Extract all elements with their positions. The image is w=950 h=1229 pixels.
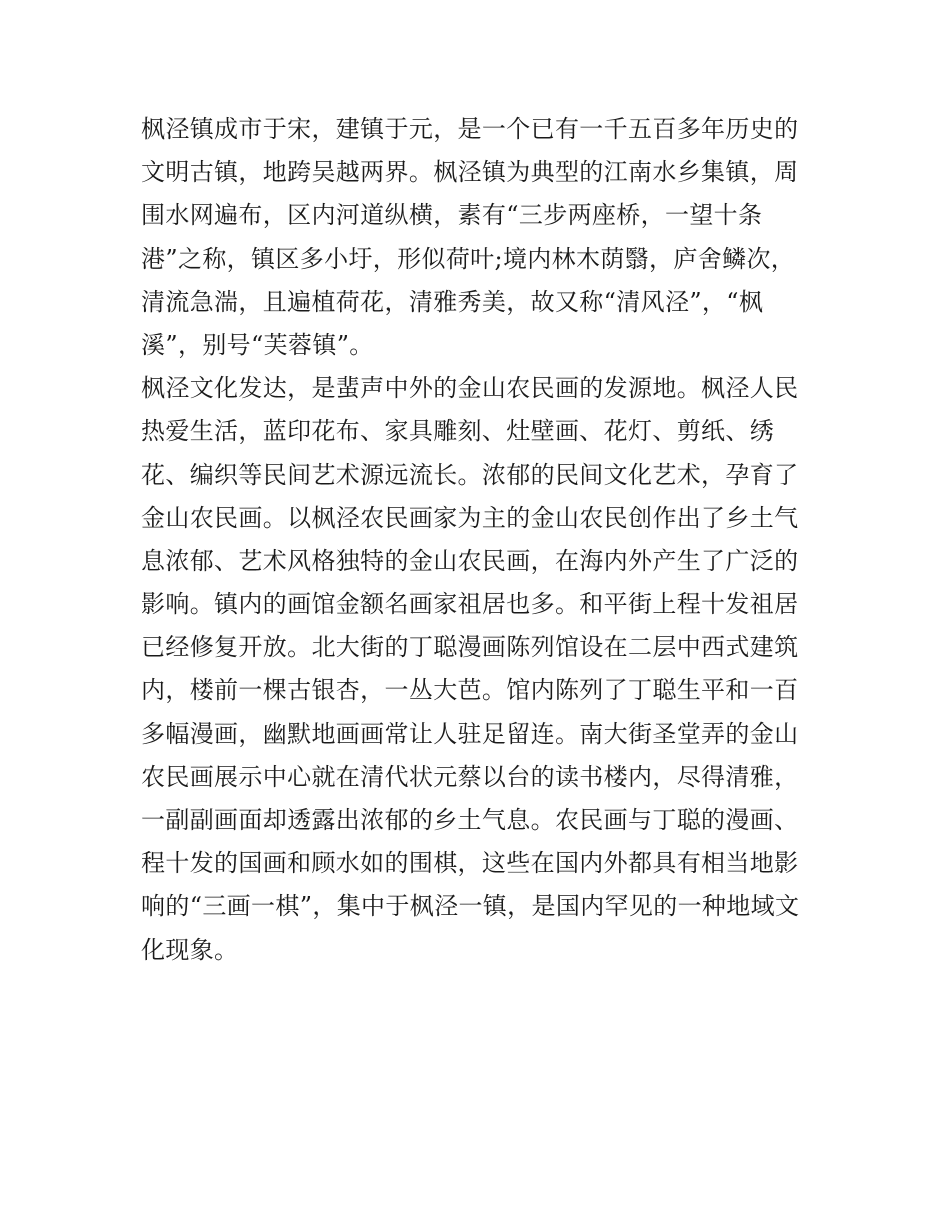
text-line: 响的“三画一棋”，集中于枫泾一镇，是国内罕见的一种地域文 (141, 892, 800, 921)
text-line: 程十发的国画和顾水如的围棋，这些在国内外都具有相当地影 (141, 849, 799, 878)
text-line: 文明古镇，地跨吴越两界。枫泾镇为典型的江南水乡集镇，周 (141, 158, 799, 187)
text-line: 多幅漫画，幽默地画画常让人驻足留连。南大街圣堂弄的金山 (141, 719, 799, 748)
document-body (141, 108, 821, 972)
text-line: 围水网遍布，区内河道纵横，素有“三步两座桥，一望十条 (141, 201, 763, 230)
text-line: 一副副画面却透露出浓郁的乡土气息。农民画与丁聪的漫画、 (141, 806, 799, 834)
text-line: 内，楼前一棵古银杏，一丛大芭。馆内陈列了丁聪生平和一百 (141, 676, 799, 705)
text-line: 枫泾镇成市于宋，建镇于元，是一个已有一千五百多年历史的 (141, 115, 799, 143)
text-line: 港”之称，镇区多小圩，形似荷叶;境内林木荫翳，庐舍鳞次， (141, 244, 796, 273)
text-line: 溪”，别号“芙蓉镇”。 (141, 330, 374, 359)
text-line: 清流急湍，且遍植荷花，清雅秀美，故又称“清风泾”，“枫 (141, 287, 764, 316)
text-line: 化现象。 (141, 935, 239, 964)
text-line: 花、编织等民间艺术源远流长。浓郁的民间文化艺术，孕育了 (141, 460, 799, 489)
text-line: 息浓郁、艺术风格独特的金山农民画，在海内外产生了广泛的 (141, 546, 799, 575)
text-line: 影响。镇内的画馆金额名画家祖居也多。和平街上程十发祖居 (141, 590, 799, 619)
text-line: 热爱生活，蓝印花布、家具雕刻、灶壁画、花灯、剪纸、绣 (141, 417, 775, 446)
text-line: 农民画展示中心就在清代状元蔡以台的读书楼内，尽得清雅， (141, 762, 799, 791)
paragraph-fengjing-culture (141, 367, 821, 972)
text-line: 金山农民画。以枫泾农民画家为主的金山农民创作出了乡土气 (141, 503, 799, 532)
text-line: 枫泾文化发达，是蜚声中外的金山农民画的发源地。枫泾人民 (141, 374, 799, 403)
paragraph-fengjing-history (141, 108, 821, 367)
text-line: 已经修复开放。北大街的丁聪漫画陈列馆设在二层中西式建筑 (141, 633, 799, 662)
